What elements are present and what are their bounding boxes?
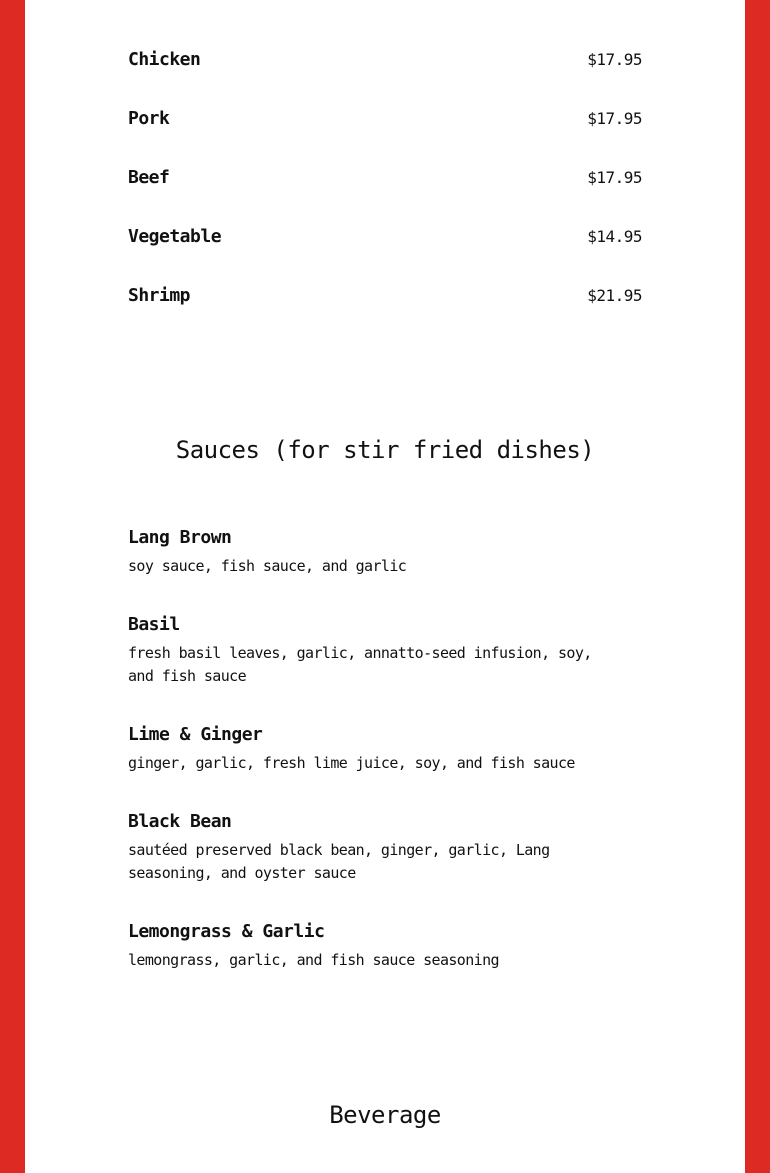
menu-item-row	[128, 165, 642, 224]
menu-item-price: $17.95	[587, 109, 642, 128]
menu-item-price: $17.95	[587, 168, 642, 187]
sauce-description: fresh basil leaves, garlic, annatto-seed infusion, soy, and fish sauce	[128, 644, 592, 685]
sauce-description: soy sauce, fish sauce, and garlic	[128, 557, 407, 575]
sauce-list	[128, 526, 598, 972]
menu-item-price: $21.95	[587, 286, 642, 305]
sauce-item	[128, 920, 598, 972]
menu-item-name: Vegetable	[128, 226, 222, 247]
menu-item-name: Pork	[128, 108, 170, 129]
sauce-name: Basil	[128, 614, 180, 635]
menu-item-name: Beef	[128, 167, 170, 188]
right-red-border	[745, 0, 770, 1173]
sauce-name: Black Bean	[128, 811, 232, 832]
sauce-name: Lemongrass & Garlic	[128, 921, 325, 942]
sauce-item	[128, 613, 598, 723]
sauce-description: ginger, garlic, fresh lime juice, soy, and fish sauce	[128, 754, 575, 772]
sauce-description: sautéed preserved black bean, ginger, garlic, Lang seasoning, and oyster sauce	[128, 841, 550, 882]
beverage-section-title: Beverage	[329, 1101, 441, 1129]
sauce-item	[128, 526, 598, 613]
menu-item-price: $17.95	[587, 50, 642, 69]
menu-item-name: Chicken	[128, 49, 201, 70]
protein-price-list	[128, 47, 642, 342]
sauce-description: lemongrass, garlic, and fish sauce seasoning	[128, 951, 499, 969]
menu-item-name: Shrimp	[128, 285, 191, 306]
sauce-item	[128, 810, 598, 920]
sauce-name: Lang Brown	[128, 527, 232, 548]
menu-item-row	[128, 106, 642, 165]
menu-item-row	[128, 224, 642, 283]
sauces-section-title: Sauces (for stir fried dishes)	[175, 436, 595, 464]
left-red-border	[0, 0, 25, 1173]
menu-item-price: $14.95	[587, 227, 642, 246]
menu-item-row	[128, 47, 642, 106]
menu-item-row	[128, 283, 642, 342]
sauce-name: Lime & Ginger	[128, 724, 263, 745]
sauce-item	[128, 723, 598, 810]
